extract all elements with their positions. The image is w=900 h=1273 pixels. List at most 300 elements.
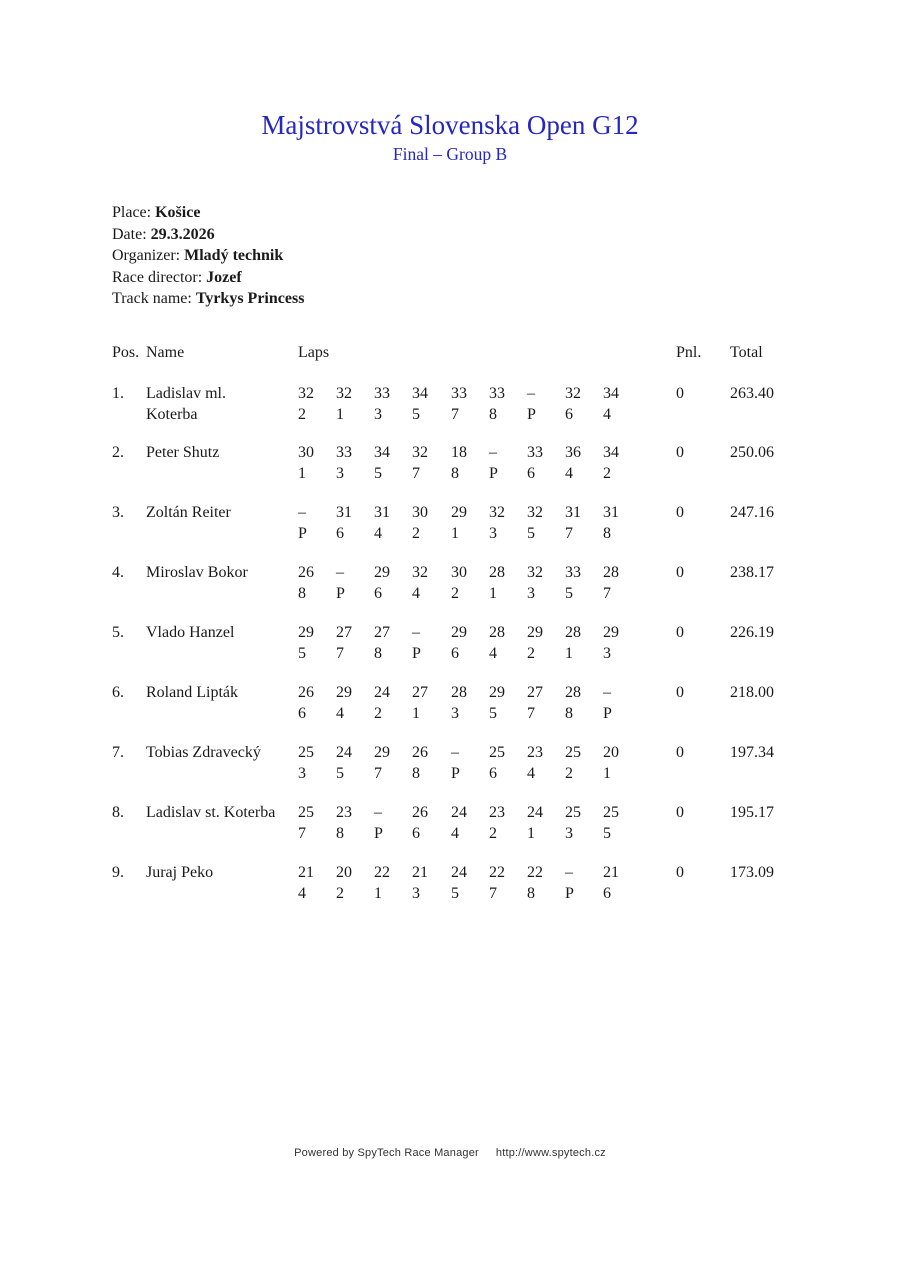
lap-cell [336,803,352,844]
lap-cell-line: 7 [374,764,382,782]
lap-cell-line: 4 [603,405,611,423]
lap-cell-line: P [336,584,345,602]
total-score-line: 218.00 [730,684,774,701]
lap-cell [336,384,352,425]
lap-cell-line: 3 [451,704,459,722]
lap-cell-line: – [336,564,344,581]
lap-cell-line: P [527,405,536,423]
lap-cell-line: 24 [451,864,467,881]
lap-cell [412,563,428,604]
lap-cell [527,683,543,724]
lap-cell-line: 30 [298,444,314,461]
lap-cell-line: 2 [603,464,611,482]
driver-name-line: Zoltán Reiter [146,504,231,521]
total-score-line: 263.40 [730,385,774,402]
row-position [112,683,124,704]
lap-cell [374,683,390,724]
driver-name [146,863,213,884]
row-position [112,384,124,405]
lap-cell-line: 5 [374,464,382,482]
info-label: Organizer: [112,247,181,264]
driver-name [146,443,219,464]
lap-cell-line: 33 [565,564,581,581]
lap-cell-line: 7 [527,704,535,722]
lap-cell-line: 5 [412,405,420,423]
table-row [0,743,900,785]
lap-cell-line: 22 [527,864,543,881]
lap-cell [412,683,428,724]
lap-cell [565,623,581,664]
lap-cell-line: 32 [298,385,314,402]
lap-cell [489,623,505,664]
lap-cell-line: 3 [489,524,497,542]
lap-cell-line: 4 [451,824,459,842]
driver-name [146,683,238,704]
lap-cell-line: 24 [374,684,390,701]
lap-cell [336,743,352,784]
total-score-line: 238.17 [730,564,774,581]
row-position-line: 6. [112,684,124,701]
lap-cell-line: 5 [565,584,573,602]
info-line [112,224,304,246]
lap-cell-line: 8 [451,464,459,482]
lap-cell-line: 4 [336,704,344,722]
lap-cell-line: 27 [374,624,390,641]
total-score [730,743,774,764]
lap-cell [527,443,543,484]
driver-name-line: Ladislav st. Koterba [146,804,276,821]
lap-cell-line: 4 [489,644,497,662]
lap-cell-line: P [565,884,574,902]
penalty [676,503,684,524]
col-header-name: Name [146,344,185,361]
lap-cell-line: 4 [527,764,535,782]
lap-cell-line: 8 [489,405,497,423]
lap-cell-line: 2 [336,884,344,902]
lap-cell-line: 33 [451,385,467,402]
lap-cell-line: 34 [603,385,619,402]
col-header-pos: Pos. [112,344,140,361]
driver-name-line: Tobias Zdravecký [146,744,261,761]
lap-cell-line: 30 [412,504,428,521]
lap-cell-line: 6 [336,524,344,542]
lap-cell [374,443,390,484]
lap-cell [412,863,428,904]
lap-cell-line: – [412,624,420,641]
lap-cell-line: P [298,524,307,542]
lap-cell-line: 25 [489,744,505,761]
lap-cell-line: 32 [336,385,352,402]
row-position-line: 2. [112,444,124,461]
lap-cell-line: 6 [489,764,497,782]
lap-cell-line: 29 [489,684,505,701]
lap-cell [565,743,581,784]
penalty [676,384,684,405]
lap-cell-line: 33 [527,444,543,461]
lap-cell-line: 23 [527,744,543,761]
lap-cell-line: 24 [451,804,467,821]
lap-cell [412,623,421,664]
lap-cell-line: 29 [374,744,390,761]
lap-cell-line: 26 [298,564,314,581]
total-score [730,443,774,464]
lap-cell-line: 36 [565,444,581,461]
total-score-line: 250.06 [730,444,774,461]
lap-cell-line: 6 [565,405,573,423]
lap-cell-line: 26 [298,684,314,701]
lap-cell [451,683,467,724]
lap-cell-line: 25 [298,744,314,761]
lap-cell-line: 33 [374,385,390,402]
lap-cell-line: 4 [298,884,306,902]
lap-cell-line: 28 [603,564,619,581]
lap-cell-line: 1 [603,764,611,782]
lap-cell-line: 31 [336,504,352,521]
total-score [730,683,774,704]
lap-cell [565,863,574,904]
lap-cell-line: 1 [412,704,420,722]
lap-cell [298,863,314,904]
lap-cell [451,803,467,844]
lap-cell-line: 1 [527,824,535,842]
lap-cell-line: P [451,764,460,782]
lap-cell [527,623,543,664]
lap-cell-line: 25 [298,804,314,821]
driver-name [146,384,226,425]
table-row [0,863,900,905]
lap-cell [565,443,581,484]
lap-cell [412,803,428,844]
lap-cell-line: 3 [565,824,573,842]
lap-cell [527,563,543,604]
lap-cell [451,863,467,904]
lap-cell [565,384,581,425]
col-header-laps: Laps [298,344,330,361]
row-position-line: 4. [112,564,124,581]
lap-cell [489,803,505,844]
total-score [730,863,774,884]
penalty-line: 0 [676,624,684,641]
event-info [112,202,304,310]
col-header-pnl: Pnl. [676,344,702,361]
lap-cell [451,623,467,664]
row-position-line: 1. [112,385,124,402]
row-position [112,743,124,764]
table-header-row [0,343,900,364]
lap-cell-line: 3 [374,405,382,423]
lap-cell-line: 8 [336,824,344,842]
lap-cell [489,563,505,604]
lap-cell-line: 28 [451,684,467,701]
lap-cell-line: 6 [603,884,611,902]
lap-cell [451,443,467,484]
lap-cell-line: 29 [451,624,467,641]
lap-cell [336,683,352,724]
lap-cell [603,443,619,484]
lap-cell-line: 22 [374,864,390,881]
info-line [112,267,304,289]
lap-cell-line: 6 [412,824,420,842]
lap-cell-line: P [603,704,612,722]
lap-cell-line: 32 [527,504,543,521]
lap-cell-line: 29 [298,624,314,641]
lap-cell [603,503,619,544]
penalty [676,563,684,584]
lap-cell-line: 21 [298,864,314,881]
row-position [112,563,124,584]
lap-cell-line: 6 [527,464,535,482]
lap-cell-line: 25 [565,744,581,761]
penalty [676,863,684,884]
lap-cell [603,384,619,425]
lap-cell-line: 2 [565,764,573,782]
lap-cell-line: 1 [565,644,573,662]
lap-cell-line: 7 [336,644,344,662]
lap-cell-line: 29 [603,624,619,641]
total-score [730,623,774,644]
lap-cell-line: 8 [527,884,535,902]
table-row [0,683,900,725]
total-score-line: 226.19 [730,624,774,641]
lap-cell-line: 28 [565,624,581,641]
footer [0,1146,900,1160]
lap-cell [374,743,390,784]
total-score [730,803,774,824]
lap-cell-line: 23 [489,804,505,821]
total-score [730,384,774,405]
page-subtitle: Final – Group B [392,144,508,164]
total-score-line: 173.09 [730,864,774,881]
lap-cell-line: 5 [489,704,497,722]
lap-cell-line: 5 [336,764,344,782]
lap-cell-line: 24 [336,744,352,761]
lap-cell-line: 25 [565,804,581,821]
lap-cell-line: – [298,504,306,521]
penalty [676,683,684,704]
lap-cell [489,443,498,484]
table-row [0,803,900,845]
lap-cell [451,743,460,784]
info-label: Place: [112,204,152,221]
lap-cell [565,683,581,724]
lap-cell [527,743,543,784]
driver-name-line: Koterba [146,405,198,423]
lap-cell-line: 20 [603,744,619,761]
lap-cell [489,503,505,544]
powered-by-text: Powered by SpyTech Race Manager [294,1147,479,1159]
row-position [112,623,124,644]
lap-cell [336,563,345,604]
lap-cell-line: 26 [412,744,428,761]
lap-cell [489,683,505,724]
lap-cell [336,863,352,904]
lap-cell [603,563,619,604]
lap-cell-line: 8 [603,524,611,542]
penalty-line: 0 [676,444,684,461]
driver-name-line: Roland Lipták [146,684,238,701]
lap-cell [374,503,390,544]
table-row [0,623,900,665]
driver-name-line: Juraj Peko [146,864,214,881]
lap-cell [412,443,428,484]
lap-cell [412,743,428,784]
lap-cell-line: 7 [565,524,573,542]
driver-name [146,623,234,644]
lap-cell [603,863,619,904]
penalty [676,623,684,644]
lap-cell [298,384,314,425]
total-score [730,503,774,524]
lap-cell [374,803,383,844]
lap-cell-line: 24 [527,804,543,821]
driver-name-line: Peter Shutz [146,444,220,461]
penalty [676,803,684,824]
lap-cell [336,443,352,484]
total-score [730,563,774,584]
lap-cell-line: 23 [336,804,352,821]
footer-url: http://www.spytech.cz [495,1147,606,1159]
driver-name [146,563,248,584]
penalty-line: 0 [676,564,684,581]
lap-cell-line: – [565,864,573,881]
lap-cell-line: 26 [412,804,428,821]
lap-cell-line: 2 [451,584,459,602]
penalty-line: 0 [676,744,684,761]
lap-cell-line: 3 [603,644,611,662]
lap-cell-line: 4 [412,584,420,602]
lap-cell [412,503,428,544]
lap-cell-line: 20 [336,864,352,881]
lap-cell [603,803,619,844]
driver-name [146,803,275,824]
lap-cell-line: 27 [412,684,428,701]
lap-cell-line: 7 [298,824,306,842]
lap-cell-line: – [603,684,611,701]
lap-cell-line: 5 [298,644,306,662]
driver-name [146,503,231,524]
lap-cell [489,384,505,425]
lap-cell-line: 33 [489,385,505,402]
info-value: 29.3.2026 [150,225,215,243]
lap-cell [489,743,505,784]
lap-cell-line: 28 [489,564,505,581]
lap-cell-line: 22 [489,864,505,881]
lap-cell-line: 3 [412,884,420,902]
lap-cell-line: 30 [451,564,467,581]
row-position [112,803,124,824]
penalty [676,743,684,764]
lap-cell-line: 8 [565,704,573,722]
driver-name-line: Ladislav ml. [146,385,226,402]
total-score-line: 197.34 [730,744,774,761]
lap-cell [565,803,581,844]
lap-cell-line: 1 [298,464,306,482]
lap-cell-line: 21 [412,864,428,881]
lap-cell-line: 6 [374,584,382,602]
driver-name-line: Miroslav Bokor [146,564,248,581]
lap-cell-line: 29 [451,504,467,521]
row-position [112,443,124,464]
lap-cell-line: 2 [412,524,420,542]
lap-cell [298,443,314,484]
lap-cell-line: 1 [489,584,497,602]
lap-cell-line: – [374,804,382,821]
lap-cell-line: 6 [451,644,459,662]
lap-cell [527,384,536,425]
lap-cell-line: 32 [527,564,543,581]
lap-cell-line: 4 [565,464,573,482]
lap-cell-line: 7 [603,584,611,602]
lap-cell-line: 2 [489,824,497,842]
lap-cell-line: 34 [412,385,428,402]
lap-cell [603,743,619,784]
info-value: Tyrkys Princess [195,290,305,307]
lap-cell-line: 18 [451,444,467,461]
total-score-line: 247.16 [730,504,774,521]
lap-cell-line: P [489,464,498,482]
lap-cell [603,623,619,664]
penalty [676,443,684,464]
info-label: Race director: [112,268,203,286]
lap-cell-line: 32 [412,444,428,461]
lap-cell-line: 7 [489,884,497,902]
lap-cell-line: 31 [603,504,619,521]
lap-cell [489,863,505,904]
row-position [112,863,124,884]
lap-cell [336,623,352,664]
row-position-line: 8. [112,804,124,821]
lap-cell [527,803,543,844]
lap-cell-line: 3 [298,764,306,782]
lap-cell-line: 31 [565,504,581,521]
lap-cell-line: 25 [603,804,619,821]
lap-cell-line: 31 [374,504,390,521]
driver-name [146,743,261,764]
table-row [0,384,900,426]
lap-cell [527,863,543,904]
lap-cell [374,863,390,904]
lap-cell [603,683,612,724]
lap-cell-line: 28 [489,624,505,641]
lap-cell [298,563,314,604]
row-position-line: 7. [112,744,124,761]
lap-cell [451,563,467,604]
lap-cell-line: P [374,824,383,842]
penalty-line: 0 [676,864,684,881]
lap-cell [527,503,543,544]
info-line [112,288,304,310]
lap-cell-line: 2 [527,644,535,662]
lap-cell-line: 34 [374,444,390,461]
lap-cell [451,503,467,544]
lap-cell [298,503,307,544]
page-title: Majstrovstvá Slovenska Open G12 [261,110,639,140]
lap-cell [298,623,314,664]
row-position-line: 5. [112,624,124,641]
info-value: Jozef [206,268,242,286]
lap-cell-line: 7 [451,405,459,423]
total-score-line: 195.17 [730,804,774,821]
info-line [112,202,304,224]
driver-name-line: Vlado Hanzel [146,624,235,641]
lap-cell-line: 32 [565,385,581,402]
info-label: Track name: [112,290,192,307]
lap-cell-line: 27 [336,624,352,641]
lap-cell-line: 21 [603,864,619,881]
penalty-line: 0 [676,385,684,402]
info-line [112,245,304,267]
lap-cell [451,384,467,425]
